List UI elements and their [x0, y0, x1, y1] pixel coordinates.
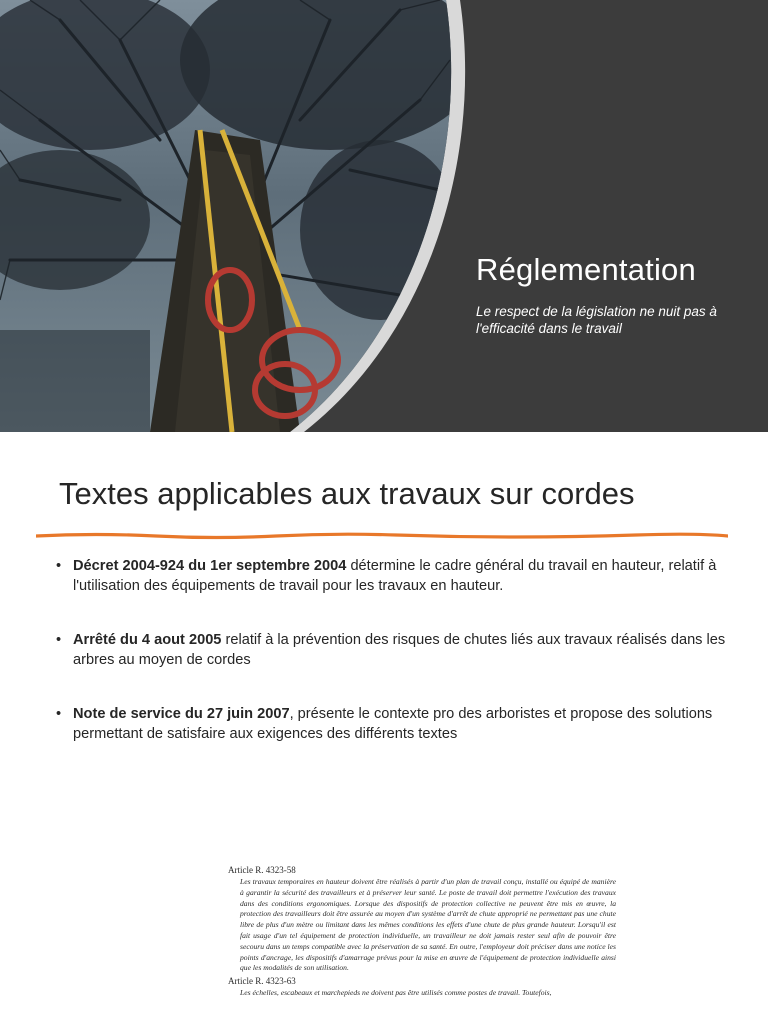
article-heading: Article R. 4323-63 — [228, 976, 296, 987]
slide-heading: Textes applicables aux travaux sur cordes — [59, 476, 635, 511]
accent-underline — [36, 530, 728, 542]
article-body: Les échelles, escabeaux et marchepieds ne doivent pas être utilisés comme postes de travail. Toutefois, — [240, 988, 552, 998]
bullet-dot-icon: • — [56, 558, 62, 574]
tree-climbing-rope-photo — [0, 0, 768, 432]
slide-title: Réglementation — [476, 252, 696, 287]
bullet-bold: Arrêté du 4 aout 2005 — [73, 632, 222, 648]
bullet-arrete — [56, 630, 736, 670]
article-body: Les travaux temporaires en hauteur doivent être réalisés à partir d'un plan de travail conçu, installé ou équipé de manière à garantir la sécurité des travailleurs et à préserver leur santé. Le poste de travail doit permettre l'exécution des travaux dans des conditions ergonomiques. Lorsque des dispositifs de protection collective ne peuvent être mis en œuvre, la protection des travailleurs doit être assurée au moyen d'un système d'arrêt de chute approprié ne permettant pas une chute libre de plus d'un mètre ou limitant dans les mêmes conditions les effets d'une chute de plus grande hauteur. Lorsqu'il est fait usage d'un tel équipement de protection individuelle, un travailleur ne doit jamais rester seul afin de pouvoir être secouru dans un temps compatible avec la préservation de sa santé. En outre, l'employeur doit préciser dans une notice les points d'ancrage, les dispositifs d'amarrage prévus pour la mise en œuvre de l'équipement de protection individuelle ainsi que les modalités de son utilisation. — [240, 877, 616, 973]
bullet-bold: Note de service du 27 juin 2007 — [73, 706, 290, 722]
bullet-bold: Décret 2004-924 du 1er septembre 2004 — [73, 558, 347, 574]
content-slide — [0, 432, 768, 1024]
bullet-decret — [56, 556, 736, 596]
slide-subtitle: Le respect de la législation ne nuit pas à l'efficacité dans le travail — [476, 304, 717, 336]
scanned-legal-text — [222, 865, 616, 1035]
article-heading: Article R. 4323-58 — [228, 865, 296, 875]
bullet-text: relatif à la prévention des risques de chutes liés aux travaux réalisés dans les arbres au moyen de cordes — [73, 632, 726, 668]
bullet-dot-icon: • — [56, 706, 62, 722]
bullet-dot-icon: • — [56, 632, 62, 648]
bullet-list — [56, 556, 736, 778]
bullet-text: détermine le cadre général du travail en hauteur, relatif à l'utilisation des équipements de travail pour les travaux en hauteur. — [73, 558, 717, 594]
bullet-text: , présente le contexte pro des arboristes et propose des solutions permettant de satisfaire aux exigences des différents textes — [73, 706, 713, 742]
bullet-note-service — [56, 704, 736, 744]
title-slide — [0, 0, 768, 432]
